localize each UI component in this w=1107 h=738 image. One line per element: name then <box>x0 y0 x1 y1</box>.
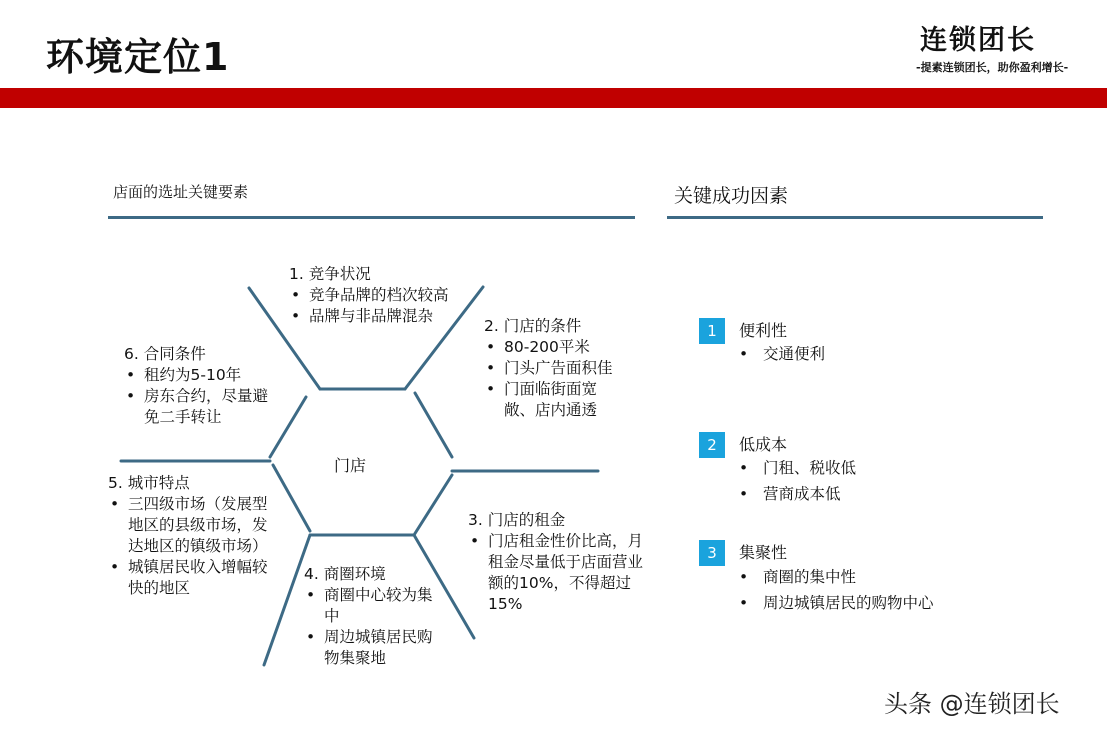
list-item: • 房东合约，尽量避免二手转让 <box>124 386 274 428</box>
list-item: • 80-200平米 <box>484 337 624 358</box>
list-item: • 三四级市场（发展型地区的县级市场，发达地区的镇级市场） <box>108 494 268 557</box>
block-heading: 6. 合同条件 <box>124 345 206 363</box>
watermark-text: 头条 @连锁团长 <box>884 690 1060 718</box>
factor-block-city-features <box>108 473 268 599</box>
list-item: • 周边城镇居民的购物中心 <box>739 590 934 616</box>
block-heading: 1. 竞争状况 <box>289 265 371 283</box>
list-item: • 城镇居民收入增幅较快的地区 <box>108 557 268 599</box>
factor-block-rent <box>468 510 653 615</box>
block-heading: 3. 门店的租金 <box>468 511 566 529</box>
factor-number-badge: 2 <box>699 432 725 458</box>
factor-block-contract <box>124 344 274 428</box>
list-item: • 商圈的集中性 <box>739 564 934 590</box>
factor-title: 便利性 <box>739 321 788 340</box>
list-item: • 营商成本低 <box>739 481 856 507</box>
factor-block-business-district <box>304 564 442 669</box>
brand-slogan: -提素连锁团长，助你盈利增长- <box>916 61 1069 74</box>
list-item: • 周边城镇居民购物集聚地 <box>304 627 442 669</box>
list-item: • 门头广告面积佳 <box>484 358 624 379</box>
factor-list <box>739 341 825 367</box>
factor-number-badge: 1 <box>699 318 725 344</box>
right-section-title: 关键成功因素 <box>674 185 789 207</box>
page-title: 环境定位1 <box>46 35 230 79</box>
block-heading: 5. 城市特点 <box>108 474 190 492</box>
brand-logo-text: 连锁团长 <box>920 25 1036 56</box>
factor-list <box>739 564 934 616</box>
list-item: • 门面临街面宽敞、店内通透 <box>484 379 624 421</box>
list-item: • 门店租金性价比高，月租金尽量低于店面营业额的10%，不得超过15% <box>468 531 653 615</box>
factor-block-store-conditions <box>484 316 624 421</box>
list-item: • 门租、税收低 <box>739 455 856 481</box>
block-heading: 2. 门店的条件 <box>484 317 582 335</box>
left-section-title: 店面的选址关键要素 <box>113 183 249 201</box>
list-item: • 租约为5-10年 <box>124 365 274 386</box>
list-item: • 交通便利 <box>739 341 825 367</box>
list-item: • 商圈中心较为集中 <box>304 585 442 627</box>
factor-list <box>739 455 856 507</box>
factor-number-badge: 3 <box>699 540 725 566</box>
list-item: • 竞争品牌的档次较高 <box>289 285 489 306</box>
factor-title: 集聚性 <box>739 543 788 562</box>
factor-title: 低成本 <box>739 435 788 454</box>
list-item: • 品牌与非品牌混杂 <box>289 306 489 327</box>
center-label-store: 门店 <box>334 456 367 475</box>
block-heading: 4. 商圈环境 <box>304 565 386 583</box>
factor-block-competition <box>289 264 489 327</box>
